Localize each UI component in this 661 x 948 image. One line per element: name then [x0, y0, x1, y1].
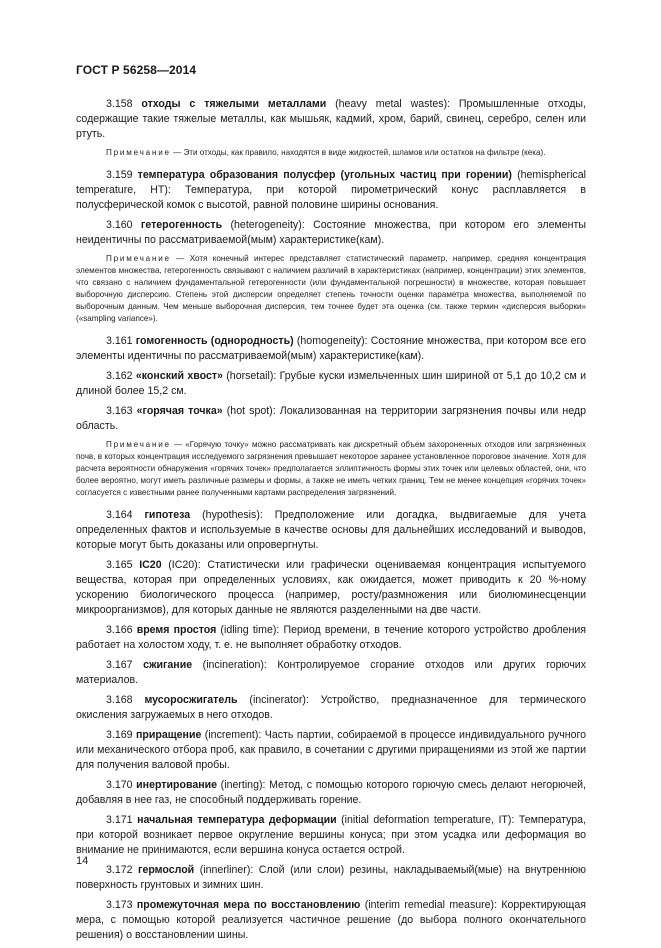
- term-title: «конский хвост»: [135, 370, 223, 382]
- term-definition: (increment): Часть партии, собираемой в процессе индивидуального ручного или механического отбора проб, как правило, в сочетании с другими приращениями из этой же партии для получения валовой пробы.: [76, 729, 586, 771]
- note-label: Примечание: [106, 440, 171, 449]
- term-definition: (hemispherical temperature, HT): Температура, при которой пирометрический конус расплавляется в полусферической комок с высотой, равной половине ширины основания.: [76, 169, 586, 211]
- term-title: температура образования полусфер (угольных частиц при горении): [137, 169, 512, 181]
- term-entry: [76, 778, 586, 808]
- term-title: сжигание: [143, 659, 193, 671]
- term-entry: [76, 898, 586, 943]
- term-title: «горячая точка»: [136, 405, 223, 417]
- term-definition: (homogeneity): Состояние множества, при котором все его элементы идентичны по рассматриваемой(мым) характеристике(кам).: [76, 335, 586, 362]
- entry-number: 3.164: [106, 509, 133, 521]
- term-entry: [76, 168, 586, 213]
- term-entry: [76, 813, 586, 858]
- note-label: Примечание: [106, 148, 171, 157]
- term-entry: [76, 369, 586, 399]
- entry-number: 3.159: [106, 169, 133, 181]
- term-entry: [76, 863, 586, 893]
- note-text: — Хотя конечный интерес представляет статистический параметр, например, средняя концентрация элементов множества, гетерогенность связывают с наличием различий в характеристиках (например, концентрации) этих элементов, что связано с наличием фундаментальной гетерогенности (или фундаментальной погрешности) в множестве, которая повышает выборочную дисперсию. Степень этой дисперсии определяет степень точности оценки параметра множества, выполняемой по выборочным данным. Чем меньше выборочная дисперсия, тем точнее будет эта оценка (см. также термин «дисперсия выборки» («sampling variance»).: [76, 254, 586, 323]
- entry-number: 3.170: [106, 779, 133, 791]
- term-definition: (incinerator): Устройство, предназначенное для термического окисления загружаемых в него отходов.: [76, 694, 586, 721]
- entry-number: 3.167: [106, 659, 133, 671]
- term-title: гипотеза: [144, 509, 191, 521]
- term-definition: (heavy metal wastes): Промышленные отходы, содержащие такие тяжелые металлы, как мышьяк, кадмий, хром, барий, свинец, серебро, селен или ртуть.: [76, 98, 586, 140]
- term-title: мусоросжигатель: [144, 694, 238, 706]
- term-entry: [76, 728, 586, 773]
- entry-number: 3.165: [106, 559, 133, 571]
- term-entry: [76, 218, 586, 248]
- note: [76, 147, 586, 159]
- note: [76, 439, 586, 499]
- term-definition: (interim remedial measure): Корректирующая мера, с помощью которой реализуется частичное решение (до выбора полного окончательного решения) о восстановлении шины.: [76, 899, 586, 941]
- entry-number: 3.161: [106, 335, 133, 347]
- term-definition: (inerting): Метод, с помощью которого горючую смесь делают негорючей, добавляя в нее газ, не способный поддерживать горение.: [76, 779, 586, 806]
- term-definition: (heterogeneity): Состояние множества, при котором его элементы неидентичны по рассматриваемой(мым) характеристике(кам).: [76, 219, 587, 246]
- entry-number: 3.172: [106, 864, 133, 876]
- term-entry: [76, 558, 586, 618]
- entry-number: 3.173: [106, 899, 133, 911]
- term-title: IC20: [139, 559, 162, 571]
- entry-number: 3.163: [106, 405, 133, 417]
- note-text: — Эти отходы, как правило, находятся в виде жидкостей, шламов или остатков на фильтре (кека).: [173, 148, 546, 157]
- document-header: ГОСТ Р 56258—2014: [76, 63, 197, 77]
- term-definition: (incineration): Контролируемое сгорание отходов или других горючих материалов.: [76, 659, 586, 686]
- term-title: гомогенность (однородность): [135, 335, 294, 347]
- entry-number: 3.171: [106, 814, 133, 826]
- term-title: промежуточная мера по восстановлению: [136, 899, 361, 911]
- term-definition: (horsetail): Грубые куски измельченных шин шириной от 5,1 до 10,2 см и длиной более 15,2 см.: [76, 370, 586, 397]
- note: [76, 253, 586, 325]
- term-definition: (IC20): Статистически или графически оцениваемая концентрация испытуемого вещества, которая при определенных условиях, как ожидается, может приводить к 20 %-ному ускорению биологического процесса (например, росту/размножения или биолюминесценции микроорганизмов), для которых данные не являются разделенными на две части.: [76, 559, 586, 616]
- term-title: приращение: [135, 729, 202, 741]
- note-label: Примечание: [106, 254, 171, 263]
- term-entry: [76, 404, 586, 434]
- term-entry: [76, 508, 586, 553]
- term-title: инертирование: [136, 779, 218, 791]
- note-text: — «Горячую точку» можно рассматривать как дискретный объем захороненных отходов или загрязненных почв, в которых концентрация исследуемого загрязнения превышает некоторое заранее установленное пороговое значение. Хотя для расчета вероятности обнаружения «горячих точек» предполагается эллиптичность формы этих точек или целевых областей, они, что более вероятно, могут иметь различные размеры и формы, а также не иметь четких границ. Тем не менее концепция «горячих точек» согласуется с известными ранее полученными картами распределения загрязнений.: [76, 440, 586, 497]
- term-definition: (initial deformation temperature, IT): Температура, при которой возникает первое округление вершины конуса; при этом усадка или деформация во внимание не принимаются, если вершина конуса остается острой.: [76, 814, 586, 856]
- term-definition: (innerliner): Слой (или слои) резины, накладываемый(мые) на внутреннюю поверхность грунтовых и зимних шин.: [76, 864, 586, 891]
- entry-number: 3.162: [106, 370, 133, 382]
- term-definition: (hypothesis): Предположение или догадка, выдвигаемые для учета определенных фактов и используемые в качестве основы для дальнейших исследований и выводов, которые могут быть доказаны или опровергнуты.: [76, 509, 586, 551]
- entry-number: 3.160: [106, 219, 133, 231]
- term-definition: (idling time): Период времени, в течение которого устройство дробления работает на холостом ходу, т. е. не выполняет обработку отходов.: [76, 624, 586, 651]
- term-entry: [76, 334, 586, 364]
- document-body: [76, 97, 586, 948]
- term-title: гермослой: [138, 864, 195, 876]
- term-title: отходы с тяжелыми металлами: [141, 98, 327, 110]
- term-entry: [76, 693, 586, 723]
- term-title: время простоя: [136, 624, 217, 636]
- entry-number: 3.169: [106, 729, 133, 741]
- term-entry: [76, 97, 586, 142]
- term-entry: [76, 623, 586, 653]
- entry-number: 3.158: [106, 98, 133, 110]
- term-title: гетерогенность: [140, 219, 223, 231]
- page-number: 14: [76, 855, 89, 867]
- term-entry: [76, 658, 586, 688]
- entry-number: 3.168: [106, 694, 133, 706]
- term-title: начальная температура деформации: [137, 814, 337, 826]
- entry-number: 3.166: [106, 624, 133, 636]
- term-definition: (hot spot): Локализованная на территории загрязнения почвы или недр область.: [76, 405, 587, 432]
